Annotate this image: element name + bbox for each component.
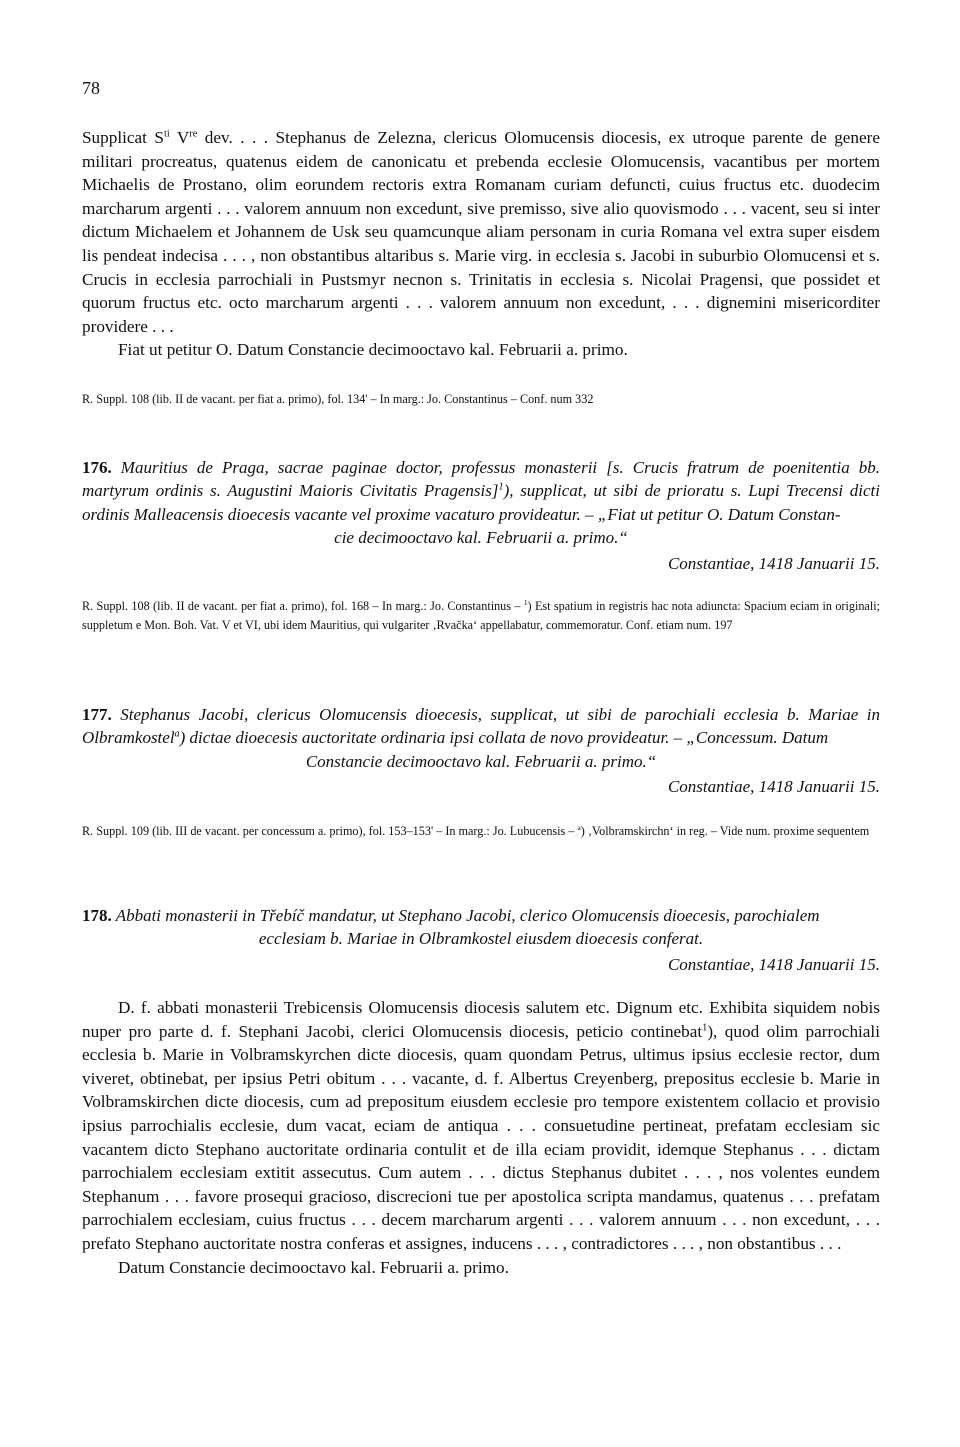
entry-summary-cont: ), supplicat, ut sibi de prioratu s. Lupi Trecensi dicti ordinis Malleacensis dioecesis vacante vel proxime vacaturo provideatur. – „Fiat ut petitur O. Datum Constan- xyxy=(82,481,880,524)
intro-source-note xyxy=(82,390,880,409)
supplicat-mid: V xyxy=(169,128,190,147)
footnote-marker: a xyxy=(577,822,581,832)
entry-summary-end: cie decimooctavo kal. Februarii a. primo.“ xyxy=(334,528,628,548)
footnote-marker: 1 xyxy=(702,1021,708,1033)
entry-number: 178. xyxy=(82,906,112,925)
entry-summary: Abbati monasterii in Třebíč mandatur, ut Stephano Jacobi, clerico Olomucensis dioecesis, parochialem xyxy=(111,906,820,925)
entry-date: Constantiae, 1418 Januarii 15. xyxy=(667,954,880,974)
entry-number: 176. xyxy=(82,458,112,477)
footnote-marker: 1 xyxy=(498,481,504,493)
footnote-marker: a xyxy=(174,728,180,740)
entry-summary-end: Constancie decimooctavo kal. Februarii a. primo.“ xyxy=(305,751,657,771)
entry-summary: Stephanus Jacobi, clericus Olomucensis dioecesis, supplicat, ut sibi de parochiali ecclesia b. Mariae in Olbramkostel xyxy=(82,705,880,748)
entry-summary-cont: ) dictae dioecesis auctoritate ordinaria ipsi collata de novo provideatur. – „Concessum. Datum xyxy=(179,728,829,748)
entry-summary-end: ecclesiam b. Mariae in Olbramkostel eiusdem dioecesis conferat. xyxy=(258,929,704,949)
entry-178-body xyxy=(82,996,880,1279)
supplicat-lead: Supplicat S xyxy=(82,128,164,147)
mandate-text-cont: ), quod olim parrochiali ecclesia b. Marie in Volbramskyrchen dicte diocesis, quam quondam Petrus, ultimus ipsius ecclesie rector, dum viveret, obtinebat, per ipsius Petri obitum . . . vacante, d. f. Albertus Creyenberg, prepositus ecclesie b. Marie in Volbramskirchen dicte diocesis, cum ad prepositum eiusdem ecclesie pro tempore existentem collacio et provisio ipsius parrochialis ecclesie, dum vacat, eciam de antiqua . . . consuetudine pertineat, prefatam ecclesiam sic vacantem dicto Stephano auctoritate ordinaria contulit et de illa eciam providit, idemque Stephanus . . . dictam parrochialem ecclesiam extitit assecutus. Cum autem . . . dictus Stephanus dubitet . . . , nos volentes eundem Stephanum . . . favore prosequi gracioso, discrecioni tue per apostolica scripta mandamus, quatenus . . . prefatam parrochialem ecclesiam, cuius fructus . . . decem marcharum argenti . . . valorem annuum . . . non excedunt, . . . prefato Stephano auctoritate nostra conferas et assignes, inducens . . . , contradictores . . . , non obstantibus . . . xyxy=(82,1021,880,1253)
page-number: 78 xyxy=(82,78,100,98)
footnote-marker: 1 xyxy=(523,597,528,607)
entry-date: Constantiae, 1418 Januarii 15. xyxy=(667,553,880,573)
mandate-text: D. f. abbati monasterii Trebicensis Olomucensis diocesis salutem etc. Dignum etc. Exhibita siquidem nobis nuper pro parte d. f. Stephani Jacobi, clerici Olomucensis diocesis, peticio continebat xyxy=(82,998,880,1041)
entry-177 xyxy=(82,703,880,799)
supplicat-text: dev. . . . Stephanus de Zelezna, clericus Olomucensis diocesis, ex utroque parente de genere militari procreatus, quatenus eidem de canonicatu et prebenda ecclesie Olomucensis, vacantibus per mortem Michaelis de Prostano, olim eorundem rectoris extra Romanam curiam defuncti, cuius fructus etc. duodecim marcharum argenti . . . valorem annuum non excedunt, sive premisso, sive alio quovismodo . . . vacent, seu si inter dictum Michaelem et Johannem de Usk seu quamcunque aliam personam in curia Romana vel extra super eisdem lis pendeat indecisa . . . , non obstantibus altaribus s. Marie virg. in ecclesia s. Jacobi in suburbio Olomucensi et s. Crucis in ecclesia parrochiali in Pustsmyr necnon s. Trinitatis in ecclesia s. Nicolai Pragensi, que possidet et quorum fructus etc. octo marcharum argenti . . . valorem annuum non excedunt, . . . dignemini misericorditer providere . . . xyxy=(82,128,881,336)
entry-176 xyxy=(82,456,880,575)
fiat-line: Fiat ut petitur O. Datum Constancie decimooctavo kal. Februarii a. primo. xyxy=(118,340,628,360)
source-note-text: R. Suppl. 109 (lib. III de vacant. per concessum a. primo), fol. 153–153' – In marg.: Jo. Lubucensis – xyxy=(82,824,578,838)
entry-177-note xyxy=(82,822,880,841)
entry-178 xyxy=(82,904,880,976)
entry-date: Constantiae, 1418 Januarii 15. xyxy=(667,777,880,797)
source-note-text: R. Suppl. 108 (lib. II de vacant. per fiat a. primo), fol. 168 – In marg.: Jo. Constantinus – xyxy=(82,599,524,613)
abbrev-superscript: ti xyxy=(163,128,170,140)
closing-line: Datum Constancie decimooctavo kal. Februarii a. primo. xyxy=(118,1257,509,1277)
intro-paragraph xyxy=(82,126,880,362)
entry-summary: Mauritius de Praga, sacrae paginae doctor, professus monasterii [s. Crucis fratrum de poenitentia bb. martyrum ordinis s. Augustini Maioris Civitatis Pragensis] xyxy=(82,458,880,501)
entry-number: 177. xyxy=(82,705,112,724)
footnote-text: ) Est spatium in registris hac nota adiuncta: Spacium eciam in originali; suppletum e Mon. Boh. Vat. V et VI, ubi idem Mauritius, qui vulgariter ‚Rvačka‘ appellabatur, commemoratur. Conf. etiam num. 197 xyxy=(82,599,880,632)
footnote-text: ) ‚Volbramskirchn‘ in reg. – Vide num. proxime sequentem xyxy=(580,824,870,838)
abbrev-superscript: re xyxy=(189,128,198,140)
source-note-text: R. Suppl. 108 (lib. II de vacant. per fiat a. primo), fol. 134' – In marg.: Jo. Constantinus – Conf. num 332 xyxy=(82,392,594,406)
entry-176-note xyxy=(82,597,880,635)
